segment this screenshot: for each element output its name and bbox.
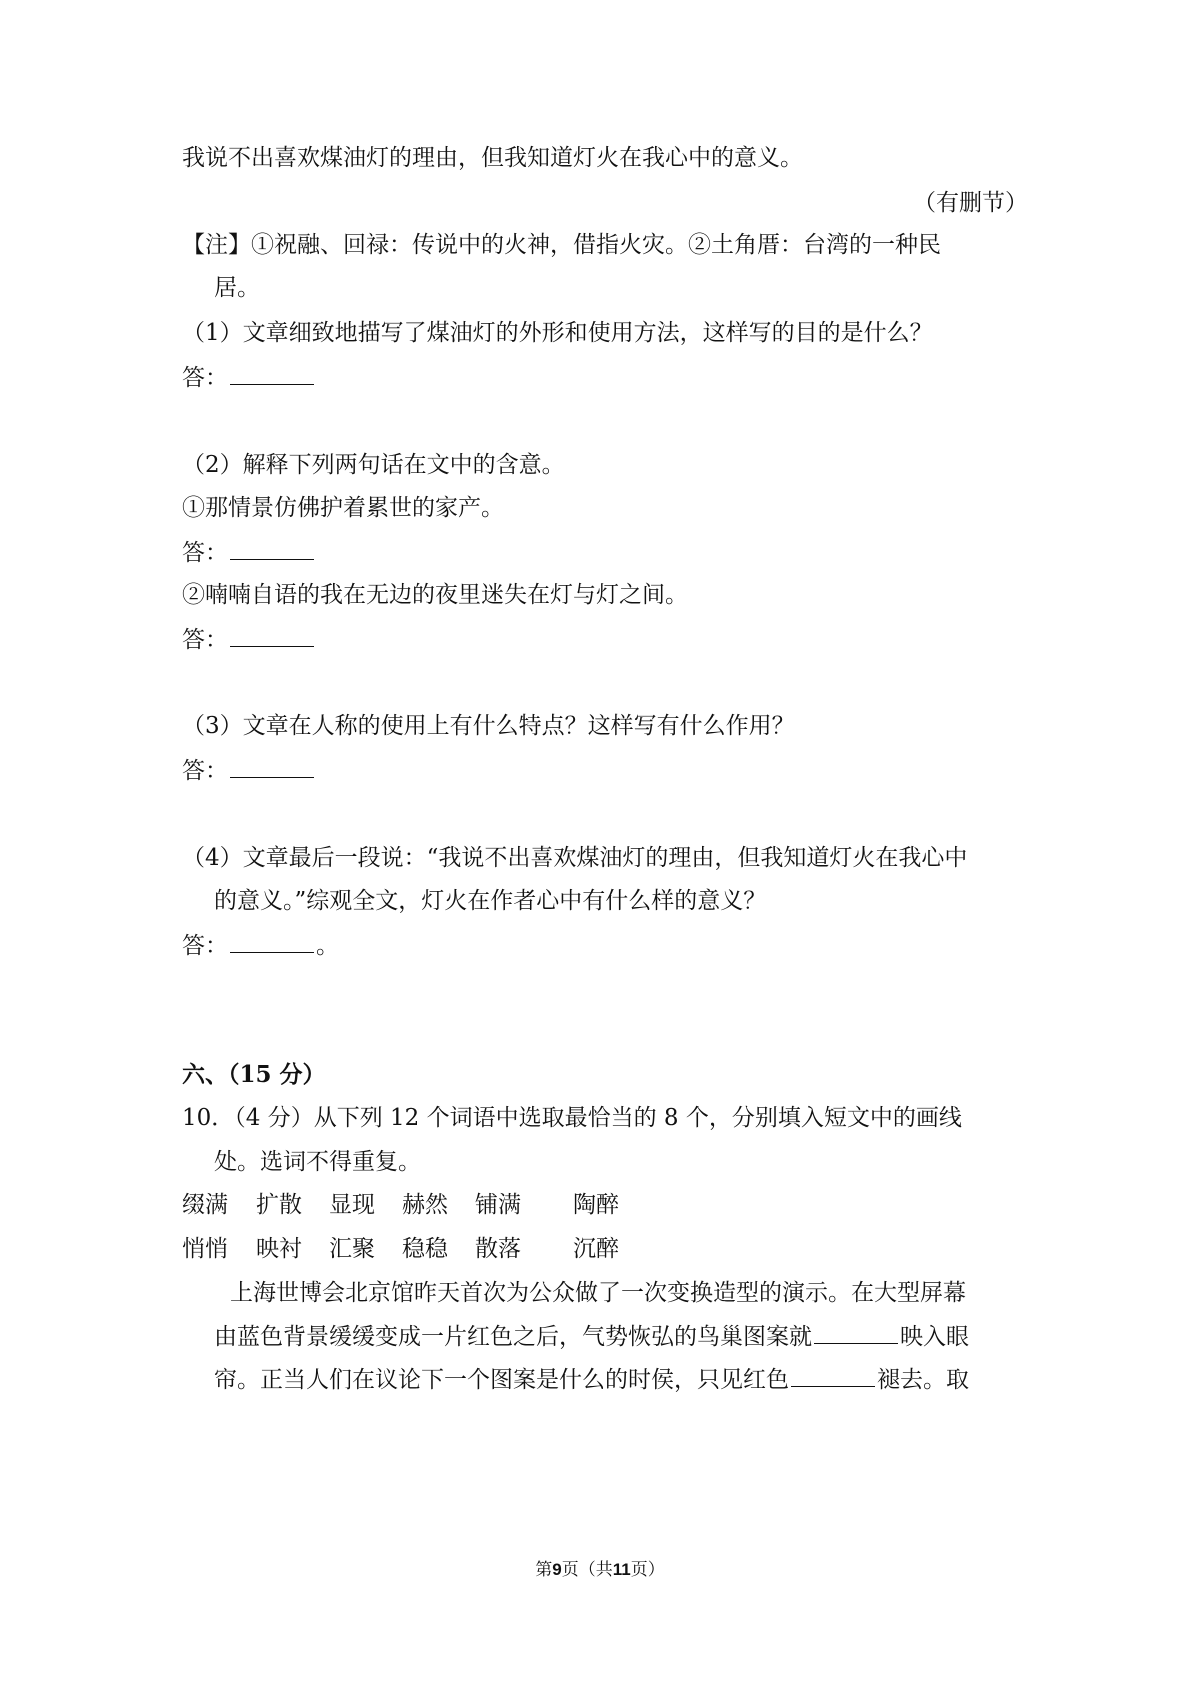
annotation-line-2: 居。 [214,275,260,301]
question-2: （2）解释下列两句话在文中的含意。 [182,452,565,478]
fill-blank[interactable] [791,1364,875,1387]
question-4-answer [182,930,339,961]
total-pages: 11 [612,1560,631,1579]
passage-text: 褪去。取 [877,1367,969,1393]
answer-blank[interactable] [230,537,314,560]
answer-blank[interactable] [230,755,314,778]
passage-text: 映入眼 [900,1324,969,1350]
answer-label: 答： [182,365,228,391]
passage-text: 帘。正当人们在议论下一个图案是什么的时侯，只见红色 [214,1367,789,1393]
passage-line-1: 上海世博会北京馆昨天首次为公众做了一次变换造型的演示。在大型屏幕 [230,1280,966,1306]
word-option: 赫然 [402,1192,448,1218]
question-2-sub-2-answer [182,624,316,655]
answer-label: 答： [182,540,228,566]
word-option: 映衬 [256,1236,302,1262]
word-option: 稳稳 [402,1236,448,1262]
passage-line-3 [214,1364,969,1395]
current-page-number: 9 [552,1560,562,1579]
word-bank-row-1 [182,1190,619,1220]
question-2-sub-1: ①那情景仿佛护着累世的家产。 [182,495,504,521]
word-option: 铺满 [475,1192,521,1218]
question-2-sub-1-answer [182,537,316,568]
answer-suffix: 。 [316,933,339,959]
question-10-line-1: 10．（4 分）从下列 12 个词语中选取最恰当的 8 个，分别填入短文中的画线 [182,1105,962,1131]
annotation-label: 【注】 [182,232,251,258]
word-option: 悄悄 [182,1236,228,1262]
word-option: 扩散 [256,1192,302,1218]
section-6-heading [182,1060,326,1090]
answer-blank[interactable] [230,362,314,385]
question-2-sub-2: ②喃喃自语的我在无边的夜里迷失在灯与灯之间。 [182,582,688,608]
passage-line-2 [214,1321,969,1352]
answer-label: 答： [182,758,228,784]
word-option: 汇聚 [329,1236,375,1262]
answer-label: 答： [182,627,228,653]
answer-blank[interactable] [230,624,314,647]
word-option: 缀满 [182,1192,228,1218]
footer-suffix: 页） [630,1560,665,1580]
word-option: 陶醉 [573,1192,619,1218]
question-3-answer [182,755,316,786]
word-option: 显现 [329,1192,375,1218]
annotation-line-1 [182,230,941,260]
question-4-line-1: （4）文章最后一段说：“我说不出喜欢煤油灯的理由，但我知道灯火在我心中 [182,845,968,871]
section-6-prefix: 六、 [182,1061,228,1088]
passage-text: 由蓝色背景缓缓变成一片红色之后，气势恢弘的鸟巢图案就 [214,1324,812,1350]
footer-middle: 页（共 [561,1560,613,1580]
question-1: （1）文章细致地描写了煤油灯的外形和使用方法，这样写的目的是什么？ [182,320,933,346]
fill-blank[interactable] [814,1321,898,1344]
question-1-answer [182,362,316,393]
question-3: （3）文章在人称的使用上有什么特点？这样写有什么作用？ [182,713,795,739]
page-footer [0,1558,1200,1582]
footer-prefix: 第 [535,1560,553,1580]
question-4-line-2: 的意义。”综观全文，灯火在作者心中有什么样的意义？ [214,888,767,914]
annotation-text-1: ①祝融、回禄：传说中的火神，借指火灾。②土角厝：台湾的一种民 [251,232,941,258]
answer-label: 答： [182,933,228,959]
section-6-score: （15 分） [228,1061,326,1088]
answer-blank[interactable] [230,930,314,953]
question-10-line-2: 处。选词不得重复。 [214,1149,421,1175]
word-option: 沉醉 [573,1236,619,1262]
passage-last-line: 我说不出喜欢煤油灯的理由，但我知道灯火在我心中的意义。 [182,145,803,171]
abridged-note: （有删节） [913,190,1028,216]
word-bank-row-2 [182,1234,619,1264]
word-option: 散落 [475,1236,521,1262]
